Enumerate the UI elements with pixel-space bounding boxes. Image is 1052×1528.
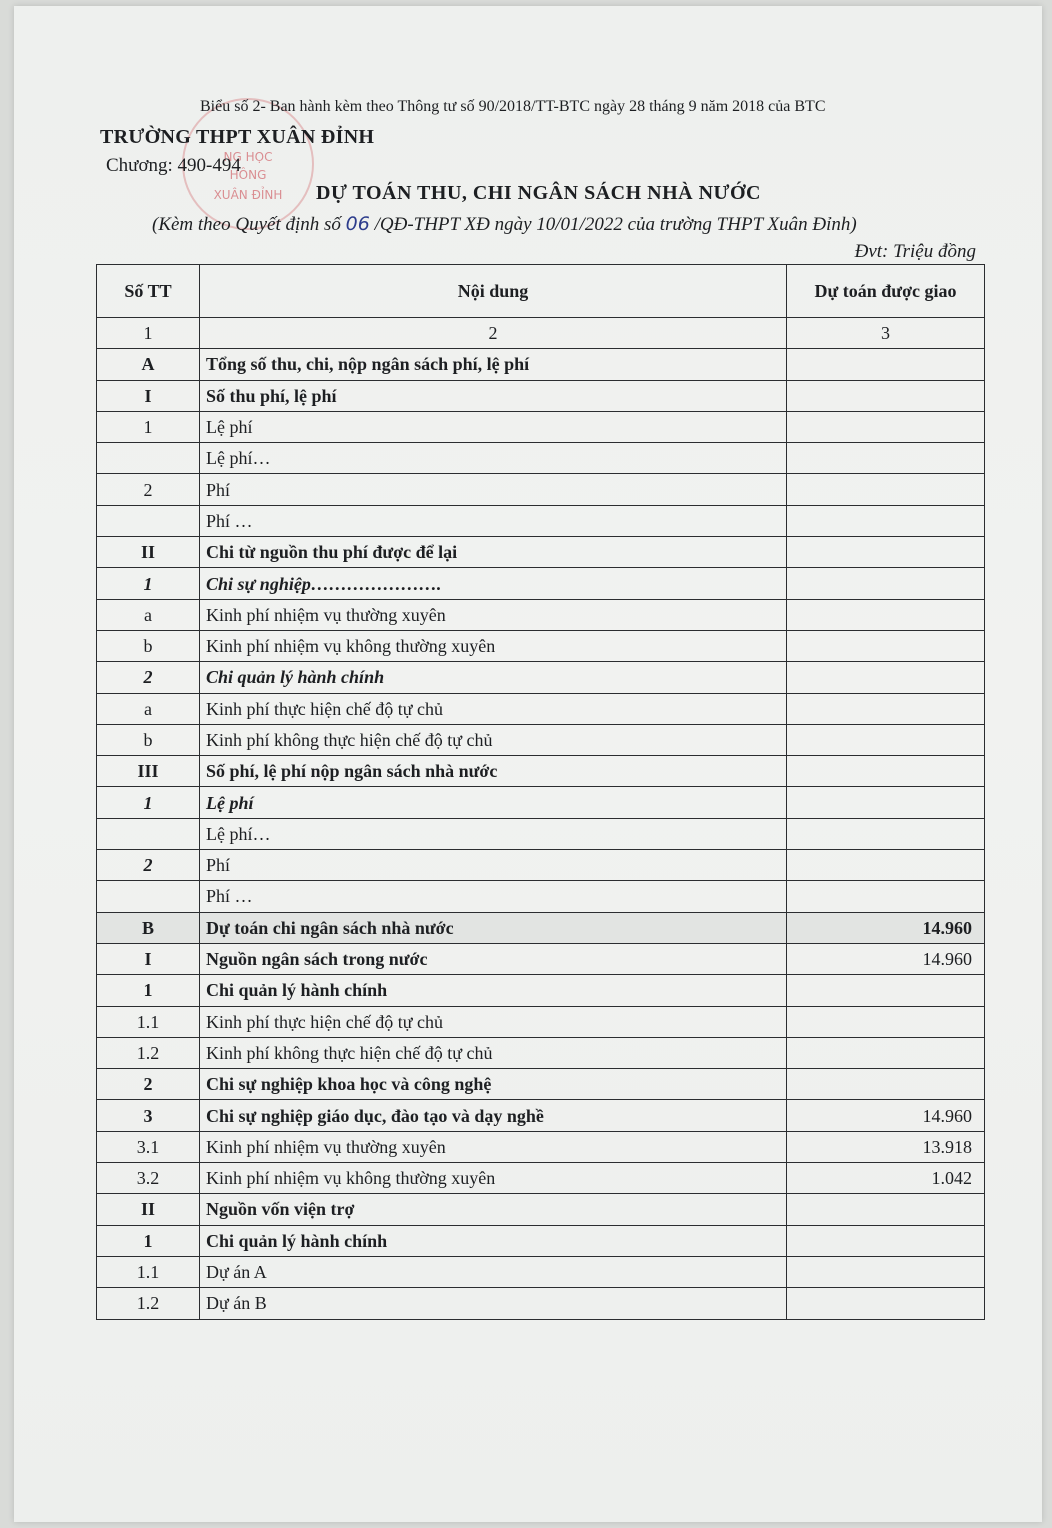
row-content: Nguồn vốn viện trợ [200, 1194, 787, 1225]
table-row [97, 1163, 985, 1194]
table-row [97, 975, 985, 1006]
row-estimate: 14.960 [787, 1100, 985, 1131]
row-stt: 2 [97, 474, 200, 505]
row-content: Lệ phí… [200, 818, 787, 849]
row-content: Kinh phí nhiệm vụ thường xuyên [200, 1131, 787, 1162]
row-stt: II [97, 537, 200, 568]
table-row [97, 537, 985, 568]
row-content: Kinh phí nhiệm vụ thường xuyên [200, 599, 787, 630]
row-estimate [787, 443, 985, 474]
row-content: Chi sự nghiệp…………………. [200, 568, 787, 599]
row-stt: 2 [97, 662, 200, 693]
row-stt [97, 881, 200, 912]
row-stt: 1.1 [97, 1006, 200, 1037]
row-content: Dự án A [200, 1256, 787, 1287]
table-row [97, 724, 985, 755]
stamp-line-1: NG HỌC [223, 150, 273, 164]
row-estimate: 14.960 [787, 943, 985, 974]
row-estimate [787, 1256, 985, 1287]
row-content: Chi quản lý hành chính [200, 662, 787, 693]
row-stt: a [97, 599, 200, 630]
row-content: Chi từ nguồn thu phí được để lại [200, 537, 787, 568]
table-row [97, 1225, 985, 1256]
row-estimate [787, 818, 985, 849]
row-estimate [787, 724, 985, 755]
unit-label: Đvt: Triệu đồng [854, 241, 976, 262]
row-content: Phí … [200, 505, 787, 536]
table-row [97, 693, 985, 724]
row-estimate [787, 599, 985, 630]
row-estimate [787, 1037, 985, 1068]
row-content: Phí [200, 474, 787, 505]
row-stt: 3 [97, 1100, 200, 1131]
table-row [97, 474, 985, 505]
stamp-line-2: HÔNG [229, 168, 267, 182]
subtitle-suffix: /QĐ-THPT XĐ ngày 10/01/2022 của trường THPT Xuân Đỉnh) [369, 214, 857, 235]
row-estimate [787, 411, 985, 442]
header-estimate: Dự toán được giao [787, 265, 985, 318]
table-row [97, 568, 985, 599]
row-content: Kinh phí không thực hiện chế độ tự chủ [200, 724, 787, 755]
row-content: Chi quản lý hành chính [200, 1225, 787, 1256]
row-stt: I [97, 943, 200, 974]
row-content: Phí [200, 850, 787, 881]
table-row [97, 850, 985, 881]
row-stt: 3.2 [97, 1163, 200, 1194]
form-reference-note: Biểu số 2- Ban hành kèm theo Thông tư số 90/2018/TT-BTC ngày 28 tháng 9 năm 2018 của BTC [200, 98, 826, 115]
row-estimate [787, 881, 985, 912]
row-stt [97, 818, 200, 849]
row-content: Số phí, lệ phí nộp ngân sách nhà nước [200, 756, 787, 787]
row-content: Lệ phí… [200, 443, 787, 474]
table-row [97, 662, 985, 693]
row-estimate [787, 662, 985, 693]
row-stt: 1 [97, 975, 200, 1006]
row-estimate [787, 693, 985, 724]
table-row [97, 1006, 985, 1037]
row-stt: 1 [97, 411, 200, 442]
row-stt: 3.1 [97, 1131, 200, 1162]
row-stt: A [97, 349, 200, 380]
row-stt: III [97, 756, 200, 787]
row-estimate [787, 349, 985, 380]
row-estimate: 14.960 [787, 912, 985, 943]
row-content: Kinh phí thực hiện chế độ tự chủ [200, 693, 787, 724]
row-estimate [787, 568, 985, 599]
row-content: Kinh phí không thực hiện chế độ tự chủ [200, 1037, 787, 1068]
column-number: 3 [787, 318, 985, 349]
row-estimate [787, 787, 985, 818]
row-content: Tổng số thu, chi, nộp ngân sách phí, lệ phí [200, 349, 787, 380]
table-row [97, 756, 985, 787]
budget-chapter: Chương: 490-494 [106, 155, 241, 176]
table-row [97, 1069, 985, 1100]
table-row [97, 1256, 985, 1287]
table-row [97, 599, 985, 630]
row-content: Số thu phí, lệ phí [200, 380, 787, 411]
row-content: Chi quản lý hành chính [200, 975, 787, 1006]
row-stt: 1.2 [97, 1288, 200, 1319]
row-stt: 2 [97, 850, 200, 881]
row-estimate [787, 1288, 985, 1319]
row-content: Chi sự nghiệp khoa học và công nghệ [200, 1069, 787, 1100]
row-estimate [787, 380, 985, 411]
row-estimate [787, 850, 985, 881]
row-estimate: 1.042 [787, 1163, 985, 1194]
stamp-line-3: XUÂN ĐỈNH [213, 188, 283, 202]
table-row [97, 1131, 985, 1162]
row-content: Phí … [200, 881, 787, 912]
row-stt: b [97, 630, 200, 661]
document-title: DỰ TOÁN THU, CHI NGÂN SÁCH NHÀ NƯỚC [316, 182, 761, 204]
row-stt: 1 [97, 1225, 200, 1256]
row-stt: I [97, 380, 200, 411]
row-estimate [787, 474, 985, 505]
row-stt: 1 [97, 568, 200, 599]
row-stt: 1.2 [97, 1037, 200, 1068]
table-header-row [97, 265, 985, 318]
row-stt: a [97, 693, 200, 724]
row-estimate [787, 975, 985, 1006]
row-content: Kinh phí nhiệm vụ không thường xuyên [200, 1163, 787, 1194]
table-row [97, 787, 985, 818]
budget-table [96, 264, 985, 1320]
row-content: Lệ phí [200, 787, 787, 818]
table-row [97, 1288, 985, 1319]
row-estimate [787, 1006, 985, 1037]
row-stt: 1.1 [97, 1256, 200, 1287]
subtitle-prefix: (Kèm theo Quyết định số [152, 214, 346, 235]
row-content: Lệ phí [200, 411, 787, 442]
row-estimate [787, 537, 985, 568]
table-row [97, 443, 985, 474]
row-content: Dự toán chi ngân sách nhà nước [200, 912, 787, 943]
column-number-row [97, 318, 985, 349]
row-content: Nguồn ngân sách trong nước [200, 943, 787, 974]
table-row [97, 1194, 985, 1225]
table-row [97, 818, 985, 849]
row-stt: 2 [97, 1069, 200, 1100]
row-stt: 1 [97, 787, 200, 818]
row-estimate [787, 1069, 985, 1100]
row-estimate [787, 505, 985, 536]
row-estimate [787, 756, 985, 787]
row-estimate [787, 630, 985, 661]
table-row [97, 505, 985, 536]
row-content: Kinh phí thực hiện chế độ tự chủ [200, 1006, 787, 1037]
column-number: 2 [200, 318, 787, 349]
table-row [97, 630, 985, 661]
table-row [97, 943, 985, 974]
header-stt: Số TT [97, 265, 200, 318]
row-stt: b [97, 724, 200, 755]
table-row [97, 1100, 985, 1131]
school-name: TRƯỜNG THPT XUÂN ĐỈNH [100, 126, 375, 148]
header-content: Nội dung [200, 265, 787, 318]
row-estimate [787, 1194, 985, 1225]
table-row [97, 1037, 985, 1068]
decision-number: 06 [345, 213, 370, 235]
row-stt [97, 443, 200, 474]
row-content: Chi sự nghiệp giáo dục, đào tạo và dạy nghề [200, 1100, 787, 1131]
table-row [97, 912, 985, 943]
document-subtitle [152, 213, 857, 236]
row-stt: II [97, 1194, 200, 1225]
row-estimate: 13.918 [787, 1131, 985, 1162]
table-row [97, 881, 985, 912]
row-content: Kinh phí nhiệm vụ không thường xuyên [200, 630, 787, 661]
row-stt [97, 505, 200, 536]
row-stt: B [97, 912, 200, 943]
table-row [97, 411, 985, 442]
row-content: Dự án B [200, 1288, 787, 1319]
column-number: 1 [97, 318, 200, 349]
row-estimate [787, 1225, 985, 1256]
table-row [97, 380, 985, 411]
table-row [97, 349, 985, 380]
